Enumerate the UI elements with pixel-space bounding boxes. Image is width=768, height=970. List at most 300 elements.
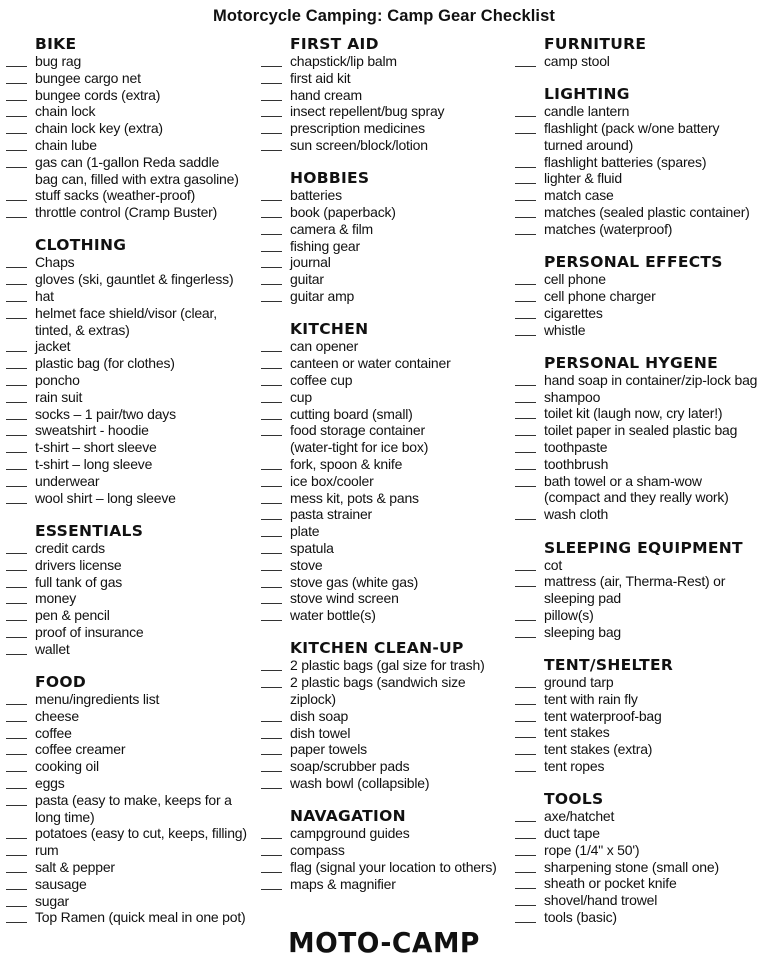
item-label: throttle control (Cramp Buster): [35, 204, 218, 221]
checkbox-blank-line[interactable]: [515, 687, 536, 688]
checkbox-blank-line[interactable]: [6, 435, 27, 436]
checklist-item: [6, 859, 256, 876]
section-heading: FOOD: [35, 673, 87, 691]
checkbox-blank-line[interactable]: [515, 586, 536, 587]
checkbox-blank-line[interactable]: [6, 200, 27, 201]
checklist-item: [6, 372, 256, 389]
checkbox-blank-line[interactable]: [6, 368, 27, 369]
checkbox-blank-line[interactable]: [515, 116, 536, 117]
checklist-item: [6, 53, 256, 70]
checklist-item: [6, 725, 256, 742]
checklist-item: [261, 271, 511, 288]
item-label: stove: [290, 556, 323, 573]
item-label: stove gas (white gas): [290, 573, 419, 590]
item-label-continued: long time): [35, 808, 95, 825]
checkbox-blank-line[interactable]: [261, 670, 282, 671]
checkbox-blank-line[interactable]: [6, 284, 27, 285]
checklist-item: [515, 288, 765, 305]
checklist-item: [6, 70, 256, 87]
checkbox-blank-line[interactable]: [261, 133, 282, 134]
checklist-item: [515, 808, 765, 825]
checklist-item: [261, 70, 511, 87]
checklist-item: [515, 389, 765, 406]
checklist-item: [261, 523, 511, 540]
checklist-item: [515, 204, 765, 221]
checkbox-blank-line[interactable]: [515, 133, 536, 134]
item-label: 2 plastic bags (sandwich size: [290, 674, 466, 691]
section-sleeping-equipment: [515, 539, 765, 641]
checklist-item: [261, 758, 511, 775]
checkbox-blank-line[interactable]: [261, 385, 282, 386]
checkbox-blank-line[interactable]: [6, 754, 27, 755]
checklist-item: [6, 893, 256, 910]
checklist-item: [6, 842, 256, 859]
checklist-item: [515, 624, 765, 641]
item-label: cup: [290, 388, 312, 405]
checkbox-blank-line[interactable]: [6, 318, 27, 319]
checklist-item: [261, 372, 511, 389]
item-label: cell phone: [544, 271, 606, 288]
checkbox-blank-line[interactable]: [515, 519, 536, 520]
checkbox-blank-line[interactable]: [261, 116, 282, 117]
checkbox-blank-line[interactable]: [6, 167, 27, 168]
checklist-item: [261, 842, 511, 859]
item-label-continued: (water-tight for ice box): [290, 439, 429, 456]
checklist-item: [261, 775, 511, 792]
checkbox-blank-line[interactable]: [515, 721, 536, 722]
item-label: axe/hatchet: [544, 808, 615, 825]
checkbox-blank-line[interactable]: [6, 872, 27, 873]
checkbox-blank-line[interactable]: [6, 654, 27, 655]
checkbox-blank-line[interactable]: [515, 402, 536, 403]
checkbox-blank-line[interactable]: [6, 66, 27, 67]
item-label: guitar amp: [290, 288, 355, 305]
item-label: poncho: [35, 372, 80, 389]
checkbox-blank-line[interactable]: [261, 267, 282, 268]
column-1: [6, 35, 256, 942]
checklist-item: [261, 473, 511, 490]
item-label: t-shirt – long sleeve: [35, 456, 153, 473]
checkbox-blank-line[interactable]: [6, 906, 27, 907]
checkbox-blank-line[interactable]: [6, 553, 27, 554]
item-label: underwear: [35, 472, 100, 489]
checkbox-blank-line[interactable]: [515, 284, 536, 285]
checklist-item: [6, 557, 256, 574]
checkbox-blank-line[interactable]: [515, 217, 536, 218]
item-label: tent with rain fly: [544, 690, 638, 707]
checkbox-blank-line[interactable]: [515, 637, 536, 638]
checkbox-blank-line[interactable]: [6, 83, 27, 84]
checklist-item: [6, 305, 256, 339]
item-label: journal: [290, 254, 331, 271]
checkbox-blank-line[interactable]: [6, 452, 27, 453]
checkbox-blank-line[interactable]: [261, 771, 282, 772]
item-label: toothbrush: [544, 455, 609, 472]
item-label: cheese: [35, 707, 79, 724]
item-label: shovel/hand trowel: [544, 892, 658, 909]
item-label: cutting board (small): [290, 405, 413, 422]
item-label: tent stakes: [544, 724, 610, 741]
checkbox-blank-line[interactable]: [261, 419, 282, 420]
checklist-item: [515, 758, 765, 775]
checkbox-blank-line[interactable]: [6, 217, 27, 218]
checkbox-blank-line[interactable]: [261, 150, 282, 151]
section-heading: CLOTHING: [35, 236, 127, 255]
item-label: fork, spoon & knife: [290, 455, 403, 472]
item-label: flag (signal your location to others): [290, 858, 497, 875]
checklist-item: [6, 355, 256, 372]
item-label: coffee: [35, 724, 72, 741]
checkbox-blank-line[interactable]: [515, 620, 536, 621]
checkbox-blank-line[interactable]: [6, 503, 27, 504]
checkbox-blank-line[interactable]: [6, 838, 27, 839]
item-label-continued: tinted, & extras): [35, 321, 130, 338]
checklist-item: [515, 372, 765, 389]
checkbox-blank-line[interactable]: [261, 754, 282, 755]
item-label: book (paperback): [290, 204, 396, 221]
checkbox-blank-line[interactable]: [6, 805, 27, 806]
checklist-item: [261, 674, 511, 708]
checklist-item: [261, 406, 511, 423]
checkbox-blank-line[interactable]: [515, 435, 536, 436]
checkbox-blank-line[interactable]: [515, 318, 536, 319]
item-label: rain suit: [35, 388, 83, 405]
checkbox-blank-line[interactable]: [515, 838, 536, 839]
section-heading: FURNITURE: [544, 35, 647, 53]
section-heading: FIRST AID: [290, 35, 379, 53]
item-label: sheath or pocket knife: [544, 875, 677, 892]
checklist-item: [515, 674, 765, 691]
checkbox-blank-line[interactable]: [261, 503, 282, 504]
section-heading: SLEEPING EQUIPMENT: [544, 538, 743, 557]
item-label: maps & magnifier: [290, 875, 396, 892]
checkbox-blank-line[interactable]: [261, 721, 282, 722]
checklist-item: [515, 271, 765, 288]
checklist-item: [515, 842, 765, 859]
item-label: chapstick/lip balm: [290, 53, 397, 69]
item-label: coffee creamer: [35, 741, 126, 758]
checkbox-blank-line[interactable]: [6, 738, 27, 739]
checklist-item: [515, 859, 765, 876]
checkbox-blank-line[interactable]: [261, 251, 282, 252]
checkbox-blank-line[interactable]: [515, 486, 536, 487]
checklist-item: [261, 607, 511, 624]
checklist-item: [261, 657, 511, 674]
checkbox-blank-line[interactable]: [515, 737, 536, 738]
item-label: toilet paper in sealed plastic bag: [544, 422, 738, 439]
checkbox-blank-line[interactable]: [6, 100, 27, 101]
checkbox-blank-line[interactable]: [6, 603, 27, 604]
checkbox-blank-line[interactable]: [6, 788, 27, 789]
checklist-item: [6, 204, 256, 221]
checklist-item: [261, 103, 511, 120]
checklist-item: [261, 725, 511, 742]
section-furniture: [515, 35, 765, 70]
checkbox-blank-line[interactable]: [261, 368, 282, 369]
item-label: helmet face shield/visor (clear,: [35, 304, 217, 321]
checkbox-blank-line[interactable]: [6, 620, 27, 621]
item-label: candle lantern: [544, 103, 630, 120]
item-label: Chaps: [35, 254, 75, 271]
checkbox-blank-line[interactable]: [515, 418, 536, 419]
checkbox-blank-line[interactable]: [6, 704, 27, 705]
checkbox-blank-line[interactable]: [6, 469, 27, 470]
checklist-item: [261, 389, 511, 406]
checklist-item: [261, 137, 511, 154]
checklist-item: [6, 120, 256, 137]
checklist-item: [261, 825, 511, 842]
checklist-item: [6, 389, 256, 406]
checkbox-blank-line[interactable]: [6, 351, 27, 352]
checkbox-blank-line[interactable]: [261, 284, 282, 285]
checkbox-blank-line[interactable]: [515, 469, 536, 470]
item-label: camera & film: [290, 220, 373, 237]
checkbox-blank-line[interactable]: [261, 519, 282, 520]
checkbox-blank-line[interactable]: [515, 771, 536, 772]
checkbox-blank-line[interactable]: [515, 167, 536, 168]
item-label: pillow(s): [544, 606, 594, 623]
checkbox-blank-line[interactable]: [515, 385, 536, 386]
checklist-item: [261, 53, 511, 70]
checkbox-blank-line[interactable]: [261, 469, 282, 470]
checkbox-blank-line[interactable]: [6, 771, 27, 772]
checklist-item: [6, 137, 256, 154]
checkbox-blank-line[interactable]: [515, 200, 536, 201]
checklist-item: [6, 338, 256, 355]
checkbox-blank-line[interactable]: [261, 435, 282, 436]
item-label: chain lube: [35, 136, 97, 153]
item-label: wash bowl (collapsible): [290, 774, 430, 791]
checklist-item: [261, 87, 511, 104]
checkbox-blank-line[interactable]: [261, 889, 282, 890]
checklist-item: [515, 154, 765, 171]
checklist-item: [515, 120, 765, 154]
checklist-item: [261, 120, 511, 137]
item-label: cell phone charger: [544, 287, 656, 304]
checkbox-blank-line[interactable]: [261, 66, 282, 67]
section-personal-hygene: [515, 354, 765, 523]
section-navagation: [261, 807, 511, 892]
checkbox-blank-line[interactable]: [515, 855, 536, 856]
checkbox-blank-line[interactable]: [515, 234, 536, 235]
checklist-item: [6, 87, 256, 104]
item-label: food storage container: [290, 422, 425, 439]
section-lighting: [515, 85, 765, 237]
item-label: pasta (easy to make, keeps for a: [35, 791, 232, 808]
checklist-item: [6, 187, 256, 204]
item-label: toothpaste: [544, 439, 608, 456]
item-label: credit cards: [35, 539, 105, 556]
section-food: [6, 673, 256, 926]
footer-brand: MOTO-CAMP: [288, 926, 480, 959]
checklist-item: [261, 355, 511, 372]
section-heading: LIGHTING: [544, 85, 630, 104]
checkbox-blank-line[interactable]: [6, 587, 27, 588]
checklist-item: [515, 909, 765, 926]
checklist-item: [6, 456, 256, 473]
section-heading: PERSONAL EFFECTS: [544, 253, 723, 272]
checklist-item: [515, 322, 765, 339]
item-label: tent waterproof-bag: [544, 707, 662, 724]
checklist-item: [6, 103, 256, 120]
checkbox-blank-line[interactable]: [515, 888, 536, 889]
checkbox-blank-line[interactable]: [6, 301, 27, 302]
checkbox-blank-line[interactable]: [261, 620, 282, 621]
section-heading: NAVAGATION: [290, 807, 406, 826]
item-label: soap/scrubber pads: [290, 758, 410, 775]
checkbox-blank-line[interactable]: [261, 872, 282, 873]
section-tent-shelter: [515, 656, 765, 775]
checklist-item: [515, 187, 765, 204]
checklist-item: [6, 876, 256, 893]
item-label: cot: [544, 556, 563, 573]
checkbox-blank-line[interactable]: [6, 402, 27, 403]
checklist-item: [261, 540, 511, 557]
checklist-item: [6, 540, 256, 557]
item-label: compass: [290, 842, 345, 859]
checkbox-blank-line[interactable]: [261, 83, 282, 84]
checkbox-blank-line[interactable]: [261, 687, 282, 688]
item-label: tools (basic): [544, 909, 617, 926]
item-label: bungee cargo net: [35, 69, 141, 86]
checkbox-blank-line[interactable]: [261, 536, 282, 537]
item-label: gas can (1-gallon Reda saddle: [35, 153, 220, 170]
checklist-item: [6, 271, 256, 288]
checkbox-blank-line[interactable]: [515, 704, 536, 705]
section-heading: KITCHEN: [290, 320, 369, 339]
checklist-item: [515, 573, 765, 607]
item-label: sausage: [35, 875, 87, 892]
item-label: t-shirt – short sleeve: [35, 439, 157, 456]
checkbox-blank-line[interactable]: [6, 385, 27, 386]
item-label-continued: (compact and they really work): [544, 489, 729, 506]
item-label: can opener: [290, 338, 359, 355]
checkbox-blank-line[interactable]: [261, 301, 282, 302]
checkbox-blank-line[interactable]: [515, 66, 536, 67]
checkbox-blank-line[interactable]: [6, 486, 27, 487]
checkbox-blank-line[interactable]: [261, 200, 282, 201]
section-heading: BIKE: [35, 35, 77, 53]
item-label: shampoo: [544, 388, 601, 405]
checklist-item: [6, 641, 256, 658]
item-label: guitar: [290, 271, 324, 288]
item-label: money: [35, 590, 77, 607]
section-bike: [6, 35, 256, 221]
checkbox-blank-line[interactable]: [261, 603, 282, 604]
page-title: Motorcycle Camping: Camp Gear Checklist: [213, 6, 555, 25]
checkbox-blank-line[interactable]: [261, 855, 282, 856]
checkbox-blank-line[interactable]: [515, 872, 536, 873]
checklist-item: [515, 103, 765, 120]
item-label: hand soap in container/zip-lock bag: [544, 371, 758, 388]
checkbox-blank-line[interactable]: [261, 217, 282, 218]
item-label: first aid kit: [290, 69, 351, 86]
checkbox-blank-line[interactable]: [515, 821, 536, 822]
item-label: chain lock: [35, 103, 96, 120]
checkbox-blank-line[interactable]: [261, 570, 282, 571]
checklist-item: [515, 875, 765, 892]
checkbox-blank-line[interactable]: [6, 855, 27, 856]
checkbox-blank-line[interactable]: [515, 452, 536, 453]
item-label: whistle: [544, 321, 586, 338]
checkbox-blank-line[interactable]: [515, 335, 536, 336]
item-label: bug rag: [35, 53, 82, 69]
checkbox-blank-line[interactable]: [261, 486, 282, 487]
checklist-item: [6, 624, 256, 641]
section-first-aid: [261, 35, 511, 154]
checkbox-blank-line[interactable]: [6, 419, 27, 420]
section-heading: KITCHEN CLEAN-UP: [290, 639, 464, 658]
checkbox-blank-line[interactable]: [261, 587, 282, 588]
checklist-item: [261, 288, 511, 305]
item-label: wallet: [35, 640, 70, 657]
checklist-item: [6, 574, 256, 591]
item-label: ice box/cooler: [290, 472, 374, 489]
checklist-item: [261, 204, 511, 221]
checkbox-blank-line[interactable]: [261, 553, 282, 554]
checkbox-blank-line[interactable]: [6, 721, 27, 722]
checkbox-blank-line[interactable]: [515, 570, 536, 571]
section-heading: TENT/SHELTER: [544, 656, 674, 675]
checkbox-blank-line[interactable]: [261, 738, 282, 739]
checkbox-blank-line[interactable]: [6, 637, 27, 638]
checkbox-blank-line[interactable]: [6, 922, 27, 923]
item-label: proof of insurance: [35, 623, 144, 640]
checklist-item: [6, 909, 256, 926]
checklist-item: [515, 741, 765, 758]
checklist-item: [515, 473, 765, 507]
checkbox-blank-line[interactable]: [6, 570, 27, 571]
checklist-item: [6, 741, 256, 758]
checklist-item: [261, 506, 511, 523]
item-label: cigarettes: [544, 304, 603, 321]
checkbox-blank-line[interactable]: [515, 301, 536, 302]
checkbox-blank-line[interactable]: [261, 788, 282, 789]
section-personal-effects: [515, 253, 765, 338]
item-label: water bottle(s): [290, 607, 376, 624]
checkbox-blank-line[interactable]: [261, 234, 282, 235]
section-kitchen: [261, 320, 511, 624]
checklist-item: [515, 557, 765, 574]
checklist-item: [6, 590, 256, 607]
checkbox-blank-line[interactable]: [515, 183, 536, 184]
checkbox-blank-line[interactable]: [261, 838, 282, 839]
checklist-item: [515, 708, 765, 725]
checkbox-blank-line[interactable]: [6, 116, 27, 117]
item-label: dish soap: [290, 707, 349, 724]
checklist-item: [6, 422, 256, 439]
checkbox-blank-line[interactable]: [515, 905, 536, 906]
item-label: duct tape: [544, 825, 600, 842]
checkbox-blank-line[interactable]: [261, 100, 282, 101]
item-label: mess kit, pots & pans: [290, 489, 419, 506]
checkbox-blank-line[interactable]: [6, 150, 27, 151]
checkbox-blank-line[interactable]: [6, 889, 27, 890]
checkbox-blank-line[interactable]: [261, 402, 282, 403]
item-label: tent ropes: [544, 758, 605, 774]
checkbox-blank-line[interactable]: [6, 133, 27, 134]
checklist-item: [515, 405, 765, 422]
checkbox-blank-line[interactable]: [261, 351, 282, 352]
checklist-item: [515, 892, 765, 909]
checkbox-blank-line[interactable]: [515, 754, 536, 755]
checkbox-blank-line[interactable]: [6, 267, 27, 268]
item-label: sugar: [35, 892, 70, 909]
checkbox-blank-line[interactable]: [515, 922, 536, 923]
section-tools: [515, 790, 765, 926]
item-label: match case: [544, 187, 614, 204]
item-label: canteen or water container: [290, 355, 451, 372]
